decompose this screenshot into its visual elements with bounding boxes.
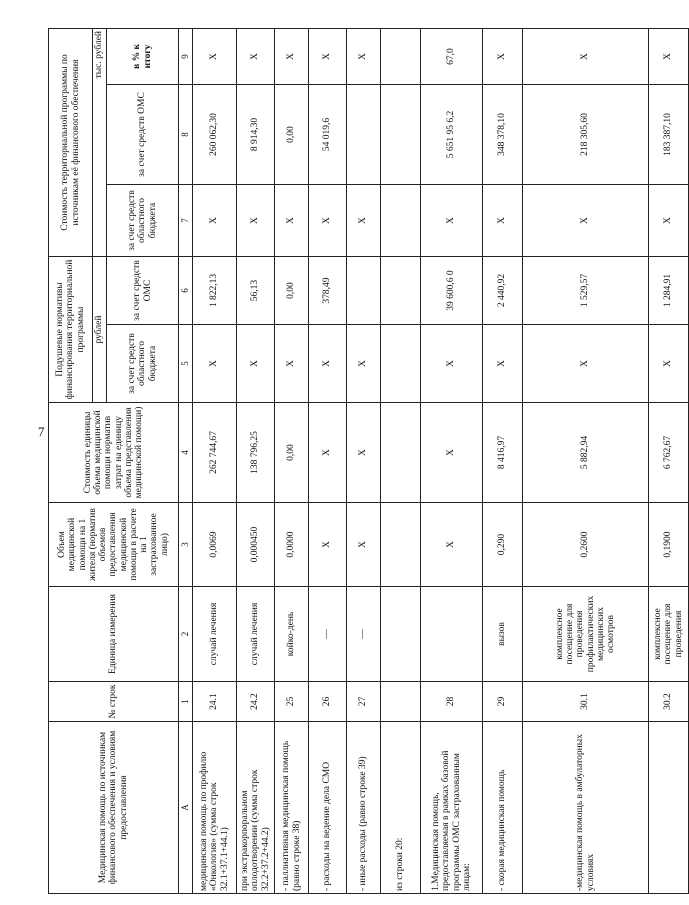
table-cell-col-2: — [347,587,381,682]
table-cell-col-7: Х [193,185,237,257]
table-cell-col-4: Х [309,403,347,503]
table-cell-col-1: 24.2 [237,682,275,722]
table-cell-col-2: вызов [483,587,523,682]
table-cell-col-5: Х [483,325,523,403]
table-cell-col-8: 218 305,60 [523,85,649,185]
numbering-cell: 2 [179,587,193,682]
table-cell-col-6: 1 529,57 [523,257,649,325]
table-cell-col-1: 25 [275,682,309,722]
page-number: 7 [38,424,45,439]
table-cell-col-5: Х [309,325,347,403]
table-cell-col-9: Х [193,28,237,84]
table-row [523,28,649,893]
table-cell-col-2: комплексное посещение для проведения [649,587,689,682]
row-label-cell: -медицинская помощь в амбулаторных условиях [523,722,649,894]
table-cell-col-3 [381,503,421,587]
header-norm-unit: рублей [93,257,107,403]
table-cell-col-1: 30.1 [523,682,649,722]
numbering-row [179,28,193,893]
numbering-cell: 6 [179,257,193,325]
table-cell-col-1: 26 [309,682,347,722]
table-cell-col-1: 27 [347,682,381,722]
numbering-cell: А [179,722,193,894]
table-cell-col-5: Х [347,325,381,403]
table-cell-col-4: 8 416,97 [483,403,523,503]
table-cell-col-7: Х [649,185,689,257]
numbering-cell: 4 [179,403,193,503]
table-cell-col-4: Х [347,403,381,503]
table-cell-col-4: Х [421,403,483,503]
table-row [237,28,275,893]
table-cell-col-7: Х [483,185,523,257]
table-cell-col-4: 5 882,94 [523,403,649,503]
row-label-cell: при экстракорпоральном оплодотворении (сумма строк 32.2+37.2+44.2) [237,722,275,894]
table-cell-col-2 [421,587,483,682]
table-cell-col-2: комплексное посещение для проведения профилактических медицинских осмотров [523,587,649,682]
table-row [275,28,309,893]
row-label-cell: медицинская помощь по профилю «Онкология» (сумма строк 32.1+37.1+44.1) [193,722,237,894]
table-cell-col-3: 0,0000 [275,503,309,587]
table-cell-col-2: случай лечения [237,587,275,682]
header-col-9: в % к итогу [107,28,179,84]
header-col-6: за счет средств ОМС [107,257,179,325]
table-cell-col-2 [381,587,421,682]
header-col-5: за счет средств областного бюджета [107,325,179,403]
table-cell-col-7: Х [275,185,309,257]
table-cell-col-5: Х [523,325,649,403]
table-cell-col-3: 0,290 [483,503,523,587]
table-cell-col-8: 5 651 95 6,2 [421,85,483,185]
table-cell-col-2: койко-день [275,587,309,682]
table-cell-col-3: 0,2600 [523,503,649,587]
table-cell-col-7: Х [237,185,275,257]
rotated-table-wrapper [48,29,684,894]
table-cell-col-1: 29 [483,682,523,722]
table-cell-col-8: 8 914,30 [237,85,275,185]
table-row [193,28,237,893]
table-cell-col-8: 54 019,6 [309,85,347,185]
table-cell-col-6 [347,257,381,325]
header-col-2: Единица измерения [49,587,179,682]
table-cell-col-8: 260 062,30 [193,85,237,185]
table-cell-col-6: 56,13 [237,257,275,325]
row-label-cell: - паллиативная медицинская помощь (равно строке 38) [275,722,309,894]
table-cell-col-6 [381,257,421,325]
table-cell-col-6: 378,49 [309,257,347,325]
table-row [381,28,421,893]
table-cell-col-5: Х [275,325,309,403]
row-label-cell: из строки 20: [381,722,421,894]
header-col-1: № строк [49,682,179,722]
header-col-7: за счет средств областного бюджета [107,185,179,257]
table-row [483,28,523,893]
table-cell-col-6: 1 822,13 [193,257,237,325]
table-cell-col-1 [381,682,421,722]
table-cell-col-1: 28 [421,682,483,722]
numbering-cell: 5 [179,325,193,403]
table-cell-col-4: 138 796,25 [237,403,275,503]
header-col-4: Стоимость единицы объема медицинской помощи норматив затрат на единицу объема представления медицинской помощи) [49,403,179,503]
table-cell-col-3: 0,1900 [649,503,689,587]
table-cell-col-9: Х [237,28,275,84]
row-label-cell: - расходы на ведение дела СМО [309,722,347,894]
row-label-cell: 1.Медицинская помощь, предоставляемая в рамках базовой программы ОМС застрахованным лицам: [421,722,483,894]
numbering-cell: 8 [179,85,193,185]
numbering-cell: 3 [179,503,193,587]
table-cell-col-6: 2 440,92 [483,257,523,325]
table-cell-col-3: Х [309,503,347,587]
table-cell-col-5: Х [237,325,275,403]
table-row [309,28,347,893]
table-cell-col-8 [347,85,381,185]
table-cell-col-8 [381,85,421,185]
table-cell-col-7: Х [309,185,347,257]
table-cell-col-4: 0,00 [275,403,309,503]
table-cell-col-9: Х [309,28,347,84]
table-cell-col-2: — [309,587,347,682]
table-body [193,28,689,893]
table-row [649,28,689,893]
row-label-cell: - иные расходы (равно строке 39) [347,722,381,894]
table-row [347,28,381,893]
table-cell-col-7 [381,185,421,257]
table-cell-col-6: 39 600,6 0 [421,257,483,325]
table-cell-col-3: Х [347,503,381,587]
table-cell-col-9 [381,28,421,84]
table-cell-col-9: 67,0 [421,28,483,84]
table-cell-col-8: 348 378,10 [483,85,523,185]
budget-table [48,28,689,894]
table-cell-col-5: Х [649,325,689,403]
header-col-3: Объем медицинской помощи на 1 жителя (норматив объемов предоставления медицинской помощи в расчете на 1 застрахованное лицо) [49,503,179,587]
table-cell-col-9: Х [483,28,523,84]
header-col-8: за счет средств ОМС [107,85,179,185]
table-cell-col-4 [381,403,421,503]
header-group-norm: Подушевые нормативы финансирования территориальной программы [49,257,93,403]
numbering-cell: 1 [179,682,193,722]
table-cell-col-3: 0,0069 [193,503,237,587]
table-header [49,28,193,893]
header-cost-unit: тыс. рублей [93,28,107,256]
table-cell-col-7: Х [523,185,649,257]
table-cell-col-9: Х [275,28,309,84]
table-cell-col-3: Х [421,503,483,587]
table-cell-col-9: Х [649,28,689,84]
table-cell-col-2: случай лечения [193,587,237,682]
table-cell-col-9: Х [523,28,649,84]
row-label-cell: - скорая медицинская помощь [483,722,523,894]
header-group-cost: Стоимость территориальной программы по источникам её финансового обеспечения [49,28,93,256]
numbering-cell: 7 [179,185,193,257]
table-cell-col-6: 0,00 [275,257,309,325]
numbering-cell: 9 [179,28,193,84]
table-cell-col-7: Х [347,185,381,257]
table-cell-col-5: Х [193,325,237,403]
table-cell-col-4: 262 744,67 [193,403,237,503]
table-cell-col-6: 1 284,91 [649,257,689,325]
table-cell-col-1: 30.2 [649,682,689,722]
row-label-cell [649,722,689,894]
table-cell-col-3: 0,000450 [237,503,275,587]
table-row [421,28,483,893]
table-cell-col-8: 183 387,10 [649,85,689,185]
table-cell-col-5 [381,325,421,403]
table-cell-col-1: 24.1 [193,682,237,722]
table-cell-col-8: 0,00 [275,85,309,185]
table-cell-col-7: Х [421,185,483,257]
header-col-a: Медицинская помощь по источникам финансового обеспечения и условиям предоставления [49,722,179,894]
table-cell-col-5: Х [421,325,483,403]
table-cell-col-9: Х [347,28,381,84]
table-cell-col-4: 6 762,67 [649,403,689,503]
